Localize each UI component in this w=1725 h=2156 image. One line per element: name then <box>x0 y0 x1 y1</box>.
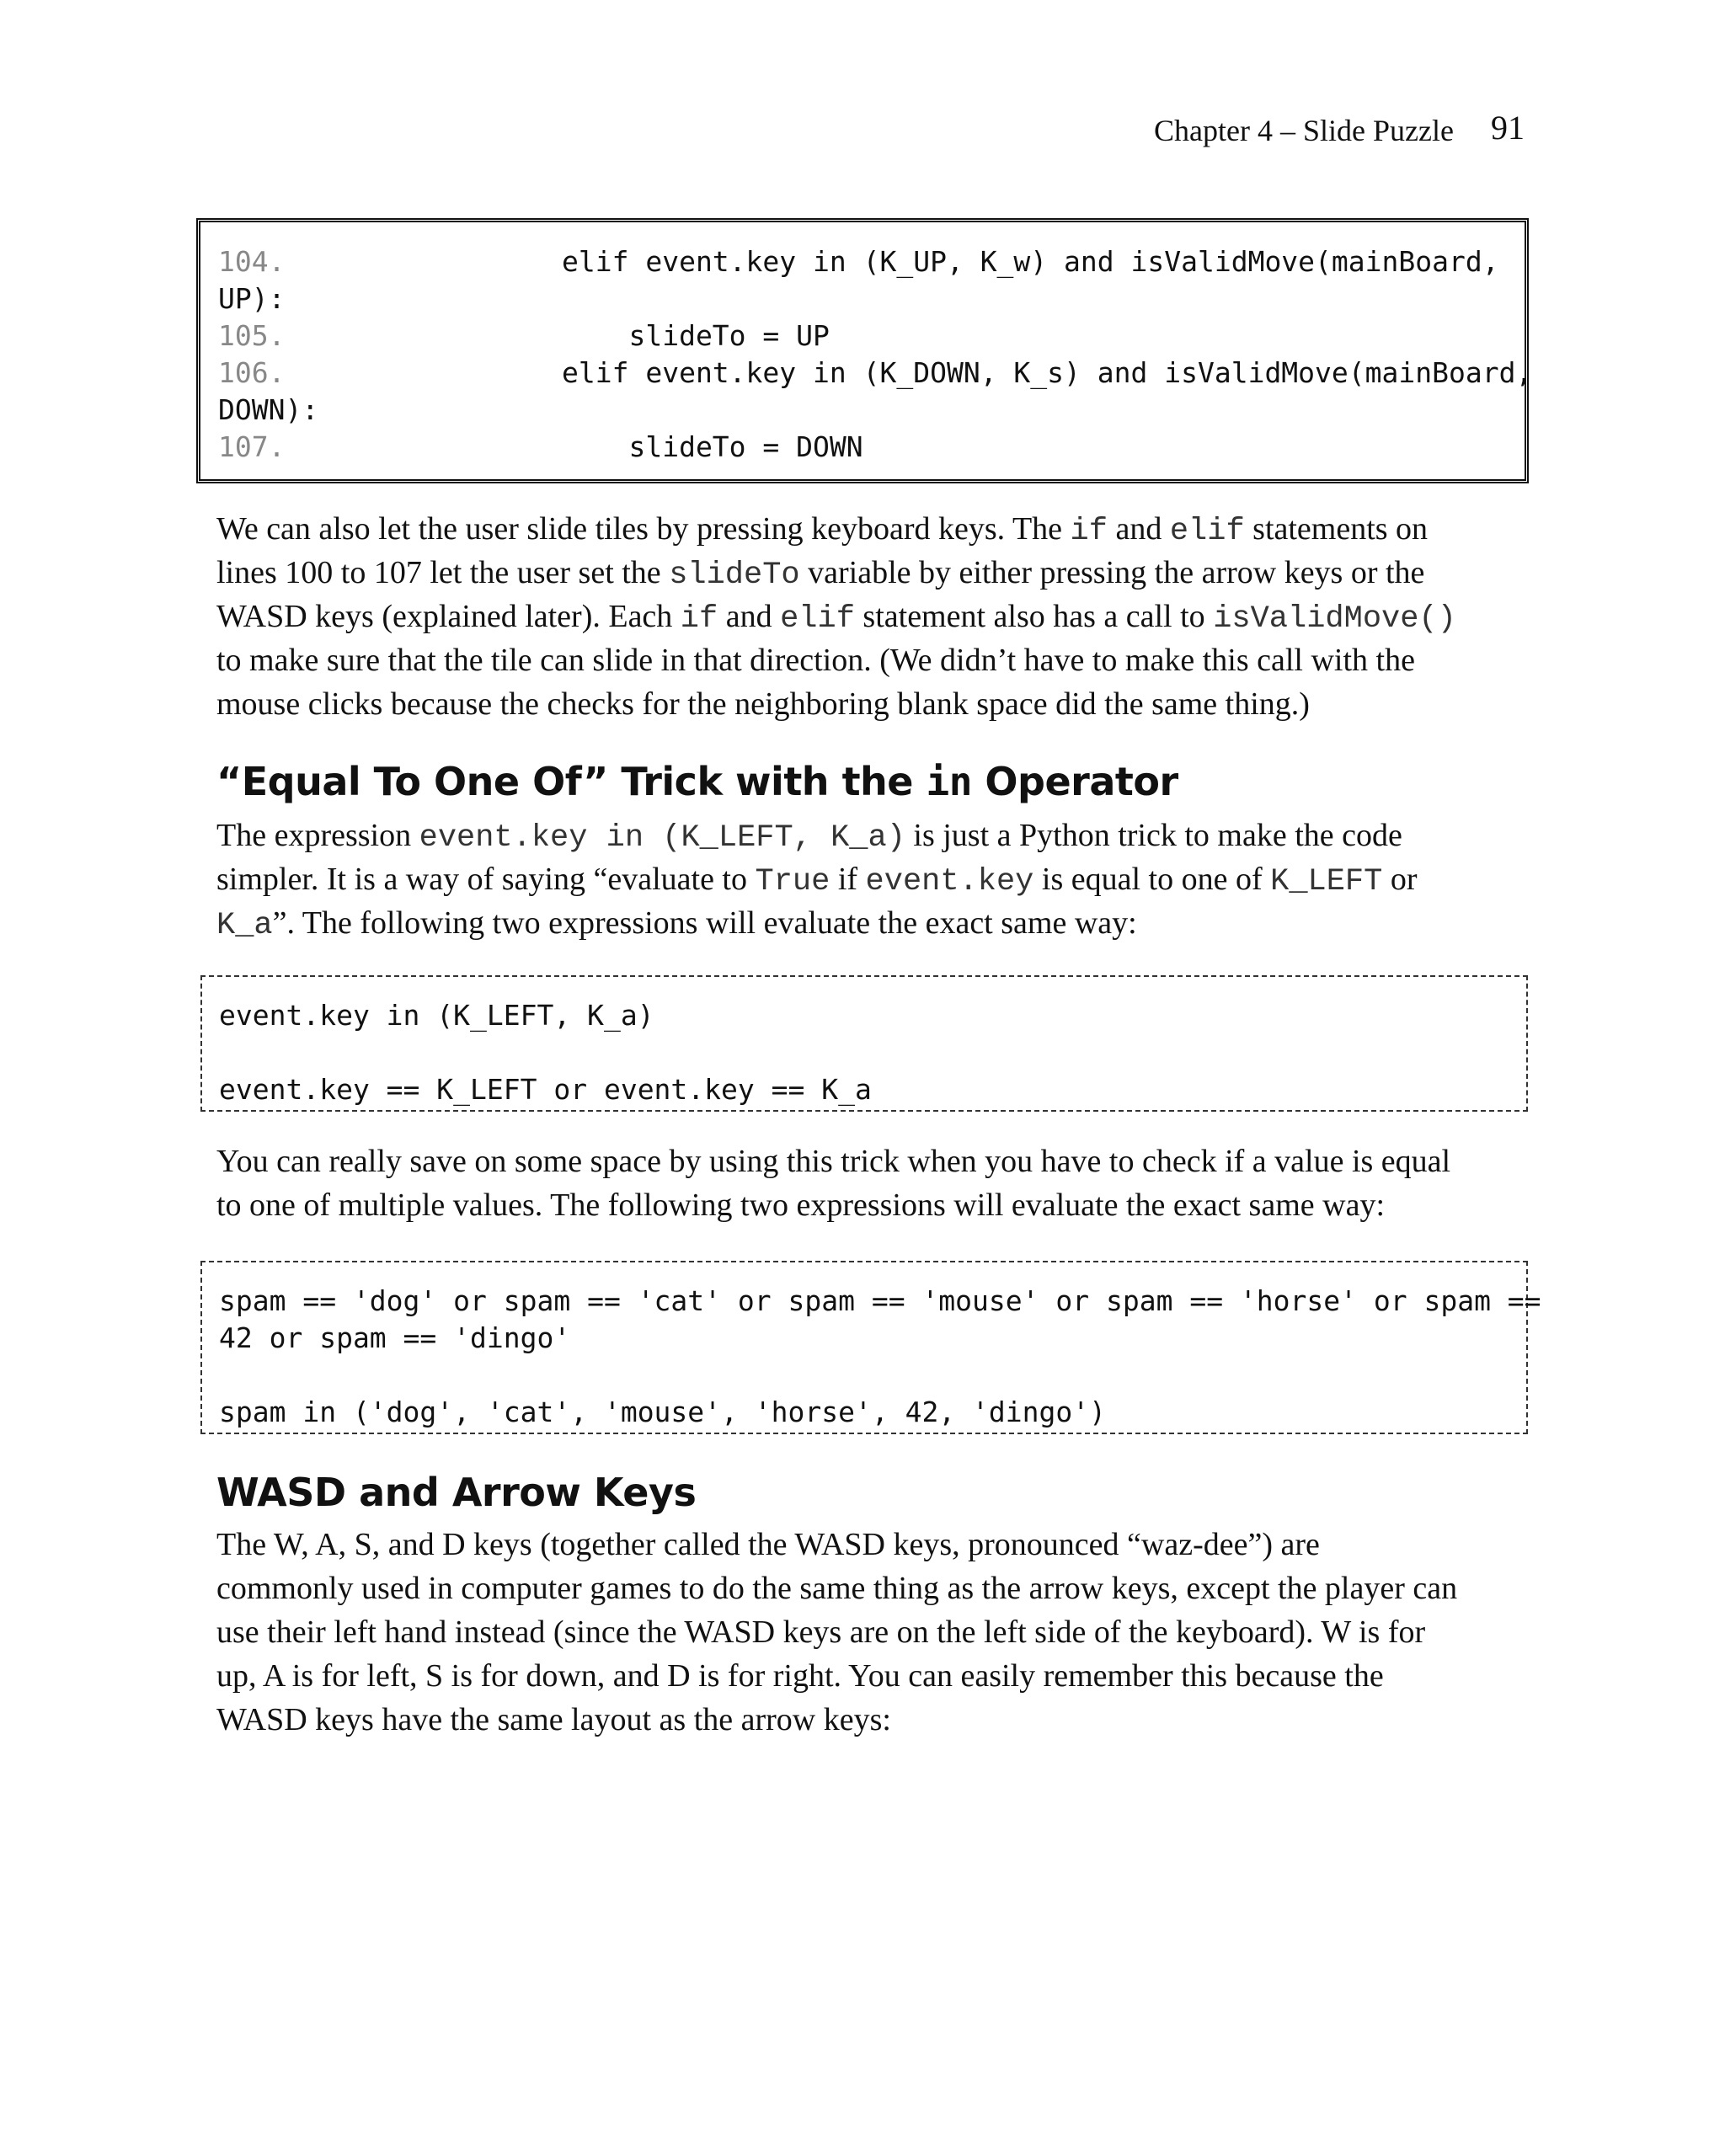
text-line <box>216 507 1530 551</box>
text: We can also let the user slide tiles by pressing keyboard keys. The <box>216 511 1071 547</box>
code-line <box>219 1034 1526 1071</box>
line-number: 104. <box>218 245 286 278</box>
code-line <box>218 429 1525 466</box>
code-line: event.key == K_LEFT or event.key == K_a <box>219 1073 872 1106</box>
text: and <box>1107 511 1170 547</box>
chapter-title: Chapter 4 – Slide Puzzle <box>1154 114 1454 147</box>
inline-code: if <box>680 601 718 637</box>
text-line: commonly used in computer games to do the same thing as the arrow keys, except the player can <box>216 1571 1458 1606</box>
page-header <box>1154 108 1525 153</box>
page-number: 91 <box>1491 109 1525 147</box>
code-listing <box>196 218 1533 483</box>
text-line <box>216 595 1530 638</box>
section-heading-in-operator <box>216 756 1178 807</box>
inline-code: isValidMove() <box>1213 601 1456 637</box>
inline-code: elif <box>1169 514 1245 549</box>
text: lines 100 to 107 let the user set the <box>216 555 670 590</box>
text-line <box>216 901 1530 945</box>
text-line: You can really save on some space by using this trick when you have to check if a value is equal <box>216 1144 1451 1179</box>
text: The expression <box>216 818 419 853</box>
heading-inline-code: in <box>926 759 972 804</box>
line-number: 105. <box>218 319 286 352</box>
line-number: 106. <box>218 356 286 389</box>
text-line: to make sure that the tile can slide in that direction. (We didn’t have to make this call with the <box>216 643 1415 678</box>
text-line: mouse clicks because the checks for the neighboring blank space did the same thing.) <box>216 686 1310 722</box>
text-line <box>216 814 1530 857</box>
inline-code: event.key <box>865 864 1034 899</box>
text: statement also has a call to <box>854 599 1214 634</box>
inline-code: True <box>755 864 830 899</box>
inline-code: elif <box>780 601 855 637</box>
text-line: The W, A, S, and D keys (together called the WASD keys, pronounced “waz-dee”) are <box>216 1527 1320 1562</box>
code-text: elif event.key in (K_DOWN, K_s) and isValidMove(mainBoard, <box>562 356 1533 389</box>
text-line: use their left hand instead (since the WASD keys are on the left side of the keyboard). W is for <box>216 1614 1426 1650</box>
code-wrap: DOWN): <box>218 393 319 426</box>
text-line: to one of multiple values. The following two expressions will evaluate the exact same way: <box>216 1187 1385 1223</box>
text: or <box>1382 862 1418 897</box>
inline-code: K_LEFT <box>1270 864 1383 899</box>
text-line <box>216 857 1530 901</box>
text: and <box>718 599 781 634</box>
code-example-spam <box>200 1261 1541 1434</box>
text: simpler. It is a way of saying “evaluate to <box>216 862 756 897</box>
text: variable by either pressing the arrow keys or the <box>799 555 1425 590</box>
inline-code: if <box>1070 514 1108 549</box>
inline-code: slideTo <box>669 558 800 593</box>
text: if <box>830 862 866 897</box>
code-line <box>218 243 1525 280</box>
text: is equal to one of <box>1033 862 1271 897</box>
heading-text: Operator <box>971 759 1178 804</box>
heading-text: “Equal To One Of” Trick with the <box>216 759 927 804</box>
code-wrap: UP): <box>218 282 286 315</box>
text: statements on <box>1244 511 1429 547</box>
code-text: slideTo = UP <box>562 319 830 352</box>
code-line: 42 or spam == 'dingo' <box>219 1321 571 1354</box>
code-line <box>219 1357 1526 1394</box>
paragraph-in-trick <box>216 814 1530 945</box>
line-number: 107. <box>218 430 286 463</box>
text-line: WASD keys have the same layout as the arrow keys: <box>216 1702 891 1737</box>
code-line: event.key in (K_LEFT, K_a) <box>219 999 654 1032</box>
paragraph-keyboard <box>216 507 1530 726</box>
text: WASD keys (explained later). Each <box>216 599 681 634</box>
code-line: spam in ('dog', 'cat', 'mouse', 'horse', 42, 'dingo') <box>219 1396 1106 1428</box>
inline-code: K_a <box>216 908 273 943</box>
text: is just a Python trick to make the code <box>905 818 1402 853</box>
code-example-in-expression <box>200 975 1528 1112</box>
code-line <box>218 318 1525 355</box>
code-line: spam == 'dog' or spam == 'cat' or spam == 'mouse' or spam == 'horse' or spam == <box>219 1284 1541 1317</box>
text-line <box>216 551 1530 595</box>
text: ”. The following two expressions will evaluate the exact same way: <box>272 905 1137 941</box>
section-heading-wasd: WASD and Arrow Keys <box>216 1470 697 1515</box>
paragraph-save-space <box>216 1139 1530 1227</box>
code-text: slideTo = DOWN <box>562 430 863 463</box>
code-line <box>218 355 1533 392</box>
code-text: elif event.key in (K_UP, K_w) and isValidMove(mainBoard, <box>562 245 1499 278</box>
text-line: up, A is for left, S is for down, and D is for right. You can easily remember this because the <box>216 1658 1384 1694</box>
inline-code: event.key in (K_LEFT, K_a) <box>419 820 905 856</box>
paragraph-wasd <box>216 1523 1530 1742</box>
